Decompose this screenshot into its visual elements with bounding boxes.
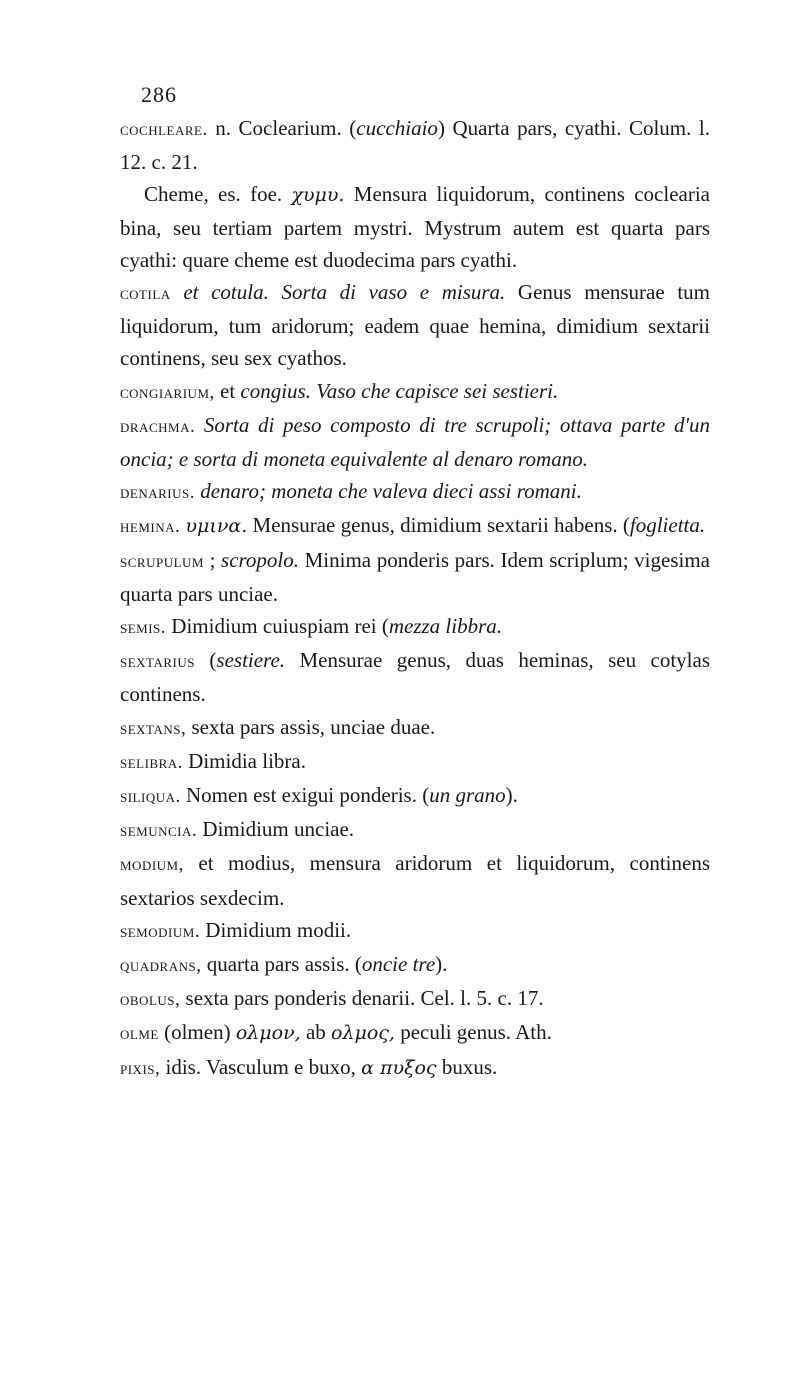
glossary-entry bbox=[120, 779, 710, 813]
glossary-entry bbox=[120, 847, 710, 913]
entry-text: Minima ponderis pars. Idem scriplum; vigesima quarta pars unciae. bbox=[120, 547, 711, 606]
glossary-entry bbox=[120, 112, 710, 178]
entry-term: semis. bbox=[120, 617, 167, 639]
entry-term: denarius. bbox=[120, 482, 195, 504]
italian-gloss: congius. Vaso che capisce sei sestieri. bbox=[240, 378, 559, 403]
entry-term: congiarium, bbox=[120, 381, 215, 403]
entry-term: semodium. bbox=[120, 920, 201, 942]
glossary-text bbox=[120, 112, 710, 1085]
italian-gloss: Sorta di peso composto di tre scrupoli; ottava parte d'un oncia; e sorta di moneta equivalente al denaro romano. bbox=[120, 412, 711, 472]
glossary-entry bbox=[120, 509, 710, 543]
entry-text: Mensurae genus, dimidium sextarii habens. ( bbox=[247, 513, 630, 538]
greek-word: ολμος, bbox=[331, 1022, 395, 1045]
italian-gloss: un grano bbox=[429, 783, 506, 808]
entry-term: obolus, bbox=[120, 989, 181, 1011]
entry-text: Mensurae genus, duas heminas, seu cotylas continens. bbox=[120, 648, 710, 707]
entry-term: semuncia. bbox=[120, 820, 198, 842]
entry-term: sextarius bbox=[120, 651, 195, 673]
entry-text: ( bbox=[194, 648, 217, 673]
entry-text: Dimidium modii. bbox=[200, 917, 352, 942]
entry-term: cotila bbox=[120, 283, 171, 305]
greek-word: α πυξος bbox=[361, 1056, 437, 1079]
glossary-entry bbox=[120, 409, 710, 475]
entry-term: sextans, bbox=[120, 717, 187, 739]
entry-term: quadrans, bbox=[120, 955, 202, 977]
entry-text: quarta pars assis. ( bbox=[201, 952, 362, 977]
entry-text: Dimidium cuiuspiam rei ( bbox=[166, 614, 389, 639]
greek-word: ολμον, bbox=[235, 1022, 301, 1045]
entry-text: buxus. bbox=[436, 1054, 498, 1079]
entry-term: hemina. bbox=[120, 516, 181, 538]
entry-text: idis. Vasculum e buxo, bbox=[160, 1054, 362, 1079]
entry-text: ). bbox=[435, 952, 448, 977]
glossary-entry bbox=[120, 982, 710, 1016]
entry-text: peculi genus. Ath. bbox=[394, 1020, 552, 1045]
entry-text: Genus mensurae tum liquidorum, tum aridorum; eadem quae hemina, dimidium sextarii continens, seu sex cyathos. bbox=[120, 280, 710, 371]
greek-word: χυμυ. bbox=[291, 184, 345, 207]
glossary-entry bbox=[120, 375, 710, 409]
glossary-entry bbox=[120, 644, 710, 710]
entry-term: cochleare. bbox=[120, 119, 208, 140]
entry-text: ab bbox=[300, 1020, 332, 1045]
entry-text bbox=[171, 280, 184, 304]
entry-text: sexta pars ponderis denarii. Cel. l. 5. c. 17. bbox=[180, 986, 544, 1011]
entry-term: selibra. bbox=[120, 751, 183, 773]
glossary-entry bbox=[120, 914, 710, 948]
entry-text: et modius, mensura aridorum et liquidorum, continens sextarios sexdecim. bbox=[120, 851, 710, 910]
entry-term: pixis, bbox=[120, 1057, 161, 1079]
italian-gloss: foglietta. bbox=[629, 513, 706, 538]
glossary-entry bbox=[120, 1051, 710, 1085]
italian-gloss: cucchiaio bbox=[356, 116, 438, 140]
entry-text: Dimidium unciae. bbox=[197, 817, 355, 842]
entry-text: et bbox=[214, 378, 241, 403]
italian-gloss: denaro; moneta che valeva dieci assi romani. bbox=[200, 479, 582, 504]
italian-gloss: sestiere. bbox=[216, 648, 286, 673]
glossary-entry bbox=[120, 745, 710, 779]
entry-text: ). bbox=[505, 783, 518, 808]
glossary-entry bbox=[120, 813, 710, 847]
entry-term: scrupulum bbox=[120, 550, 204, 572]
glossary-entry bbox=[120, 610, 710, 644]
entry-text: n. Coclearium. ( bbox=[207, 116, 357, 140]
entry-text bbox=[195, 413, 204, 437]
glossary-entry bbox=[120, 544, 710, 610]
entry-text: Nomen est exigui ponderis. ( bbox=[180, 783, 430, 808]
entry-text: (olmen) bbox=[158, 1020, 236, 1045]
entry-text: sexta pars assis, unciae duae. bbox=[186, 714, 436, 739]
page-number: 286 bbox=[141, 82, 177, 107]
glossary-entry bbox=[120, 178, 710, 276]
glossary-entry bbox=[120, 948, 710, 982]
italian-gloss: oncie tre bbox=[361, 952, 436, 977]
italian-gloss: scropolo. bbox=[221, 547, 300, 572]
entry-term: modium, bbox=[120, 854, 184, 876]
glossary-entry bbox=[120, 276, 710, 375]
entry-text: ) Quarta pars, cyathi. Colum. l. 12. c. 21. bbox=[120, 116, 710, 175]
greek-word: υμινα. bbox=[185, 515, 248, 538]
entry-text: Dimidia libra. bbox=[182, 748, 306, 773]
italian-gloss: et cotula. Sorta di vaso e misura. bbox=[183, 280, 506, 305]
italian-gloss: mezza libbra. bbox=[388, 614, 503, 639]
entry-text: ; bbox=[203, 547, 222, 572]
entry-text: Cheme, es. foe. bbox=[144, 182, 292, 207]
glossary-entry bbox=[120, 711, 710, 745]
entry-term: drachma. bbox=[120, 415, 196, 437]
entry-text: Mensura liquidorum, continens coclearia bina, seu tertiam partem mystri. Mystrum autem est quarta pars cyathi: quare cheme est duodecima pars cyathi. bbox=[120, 182, 710, 272]
glossary-entry bbox=[120, 475, 710, 509]
glossary-entry bbox=[120, 1016, 710, 1050]
entry-term: olme bbox=[120, 1023, 159, 1045]
entry-term: siliqua. bbox=[120, 786, 181, 808]
